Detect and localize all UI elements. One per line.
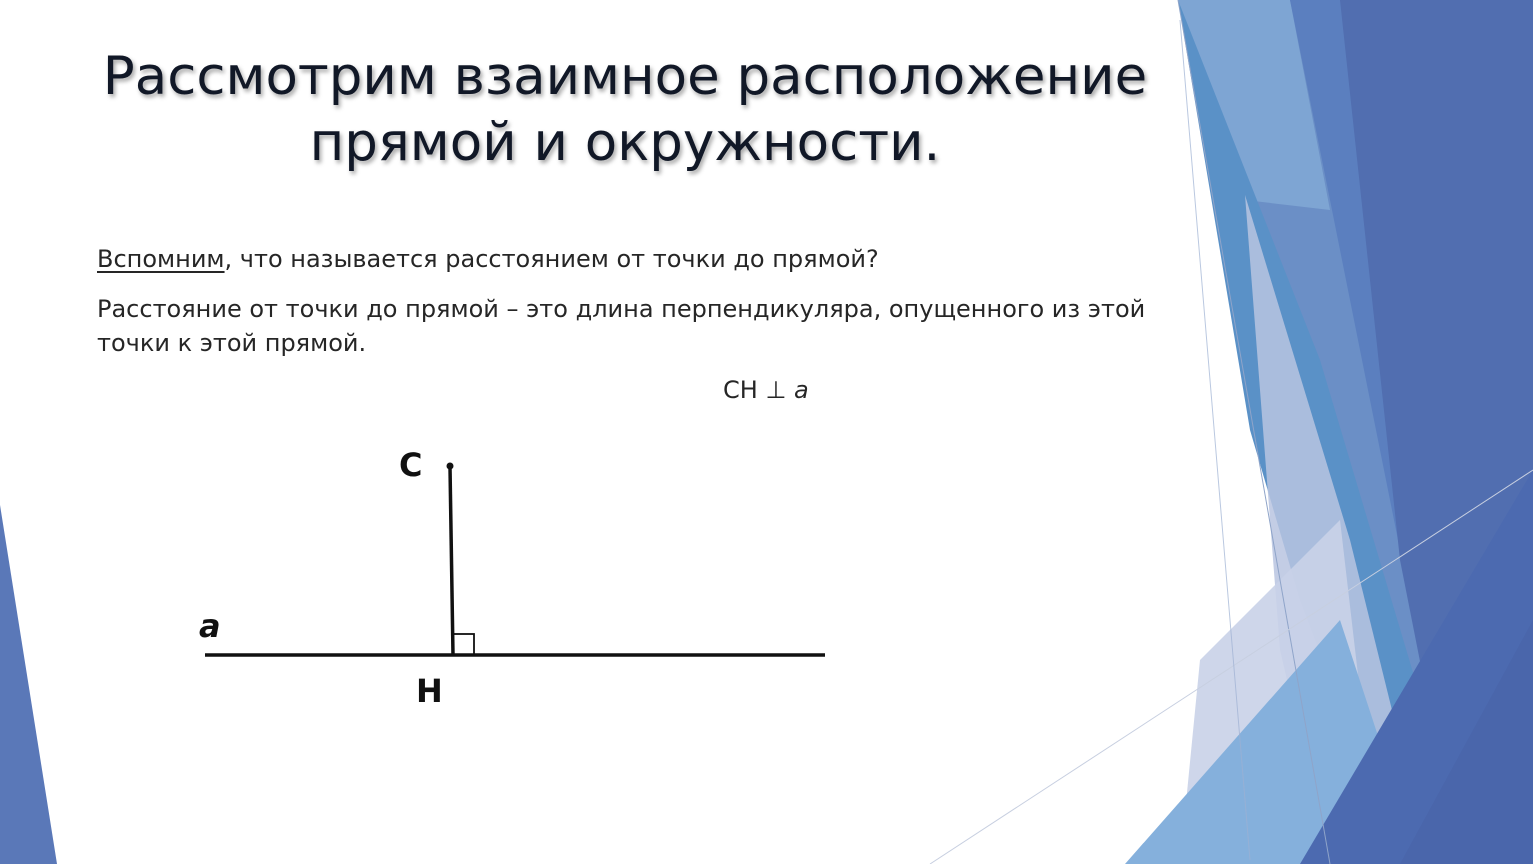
label-line-a: a <box>199 607 221 645</box>
notation-line-name: a <box>794 376 809 404</box>
question-rest: , что называется расстоянием от точки до прямой? <box>224 245 879 273</box>
right-angle-marker <box>453 634 474 655</box>
point-c <box>447 463 454 470</box>
perpendicular-segment-ch <box>450 467 453 655</box>
title-line-1: Рассмотрим взаимное расположение <box>102 46 1148 107</box>
perpendicular-symbol: ⊥ <box>765 376 787 404</box>
answer-text: Расстояние от точки до прямой – это длина перпендикуляра, опущенного из этой точки к этой прямой. <box>97 295 1146 357</box>
label-point-h: H <box>416 672 443 710</box>
label-point-c: C <box>399 446 423 484</box>
title-line-2: прямой и окружности. <box>309 112 941 173</box>
notation-segment: CH <box>723 376 758 404</box>
question-underlined: Вспомним <box>97 245 225 273</box>
